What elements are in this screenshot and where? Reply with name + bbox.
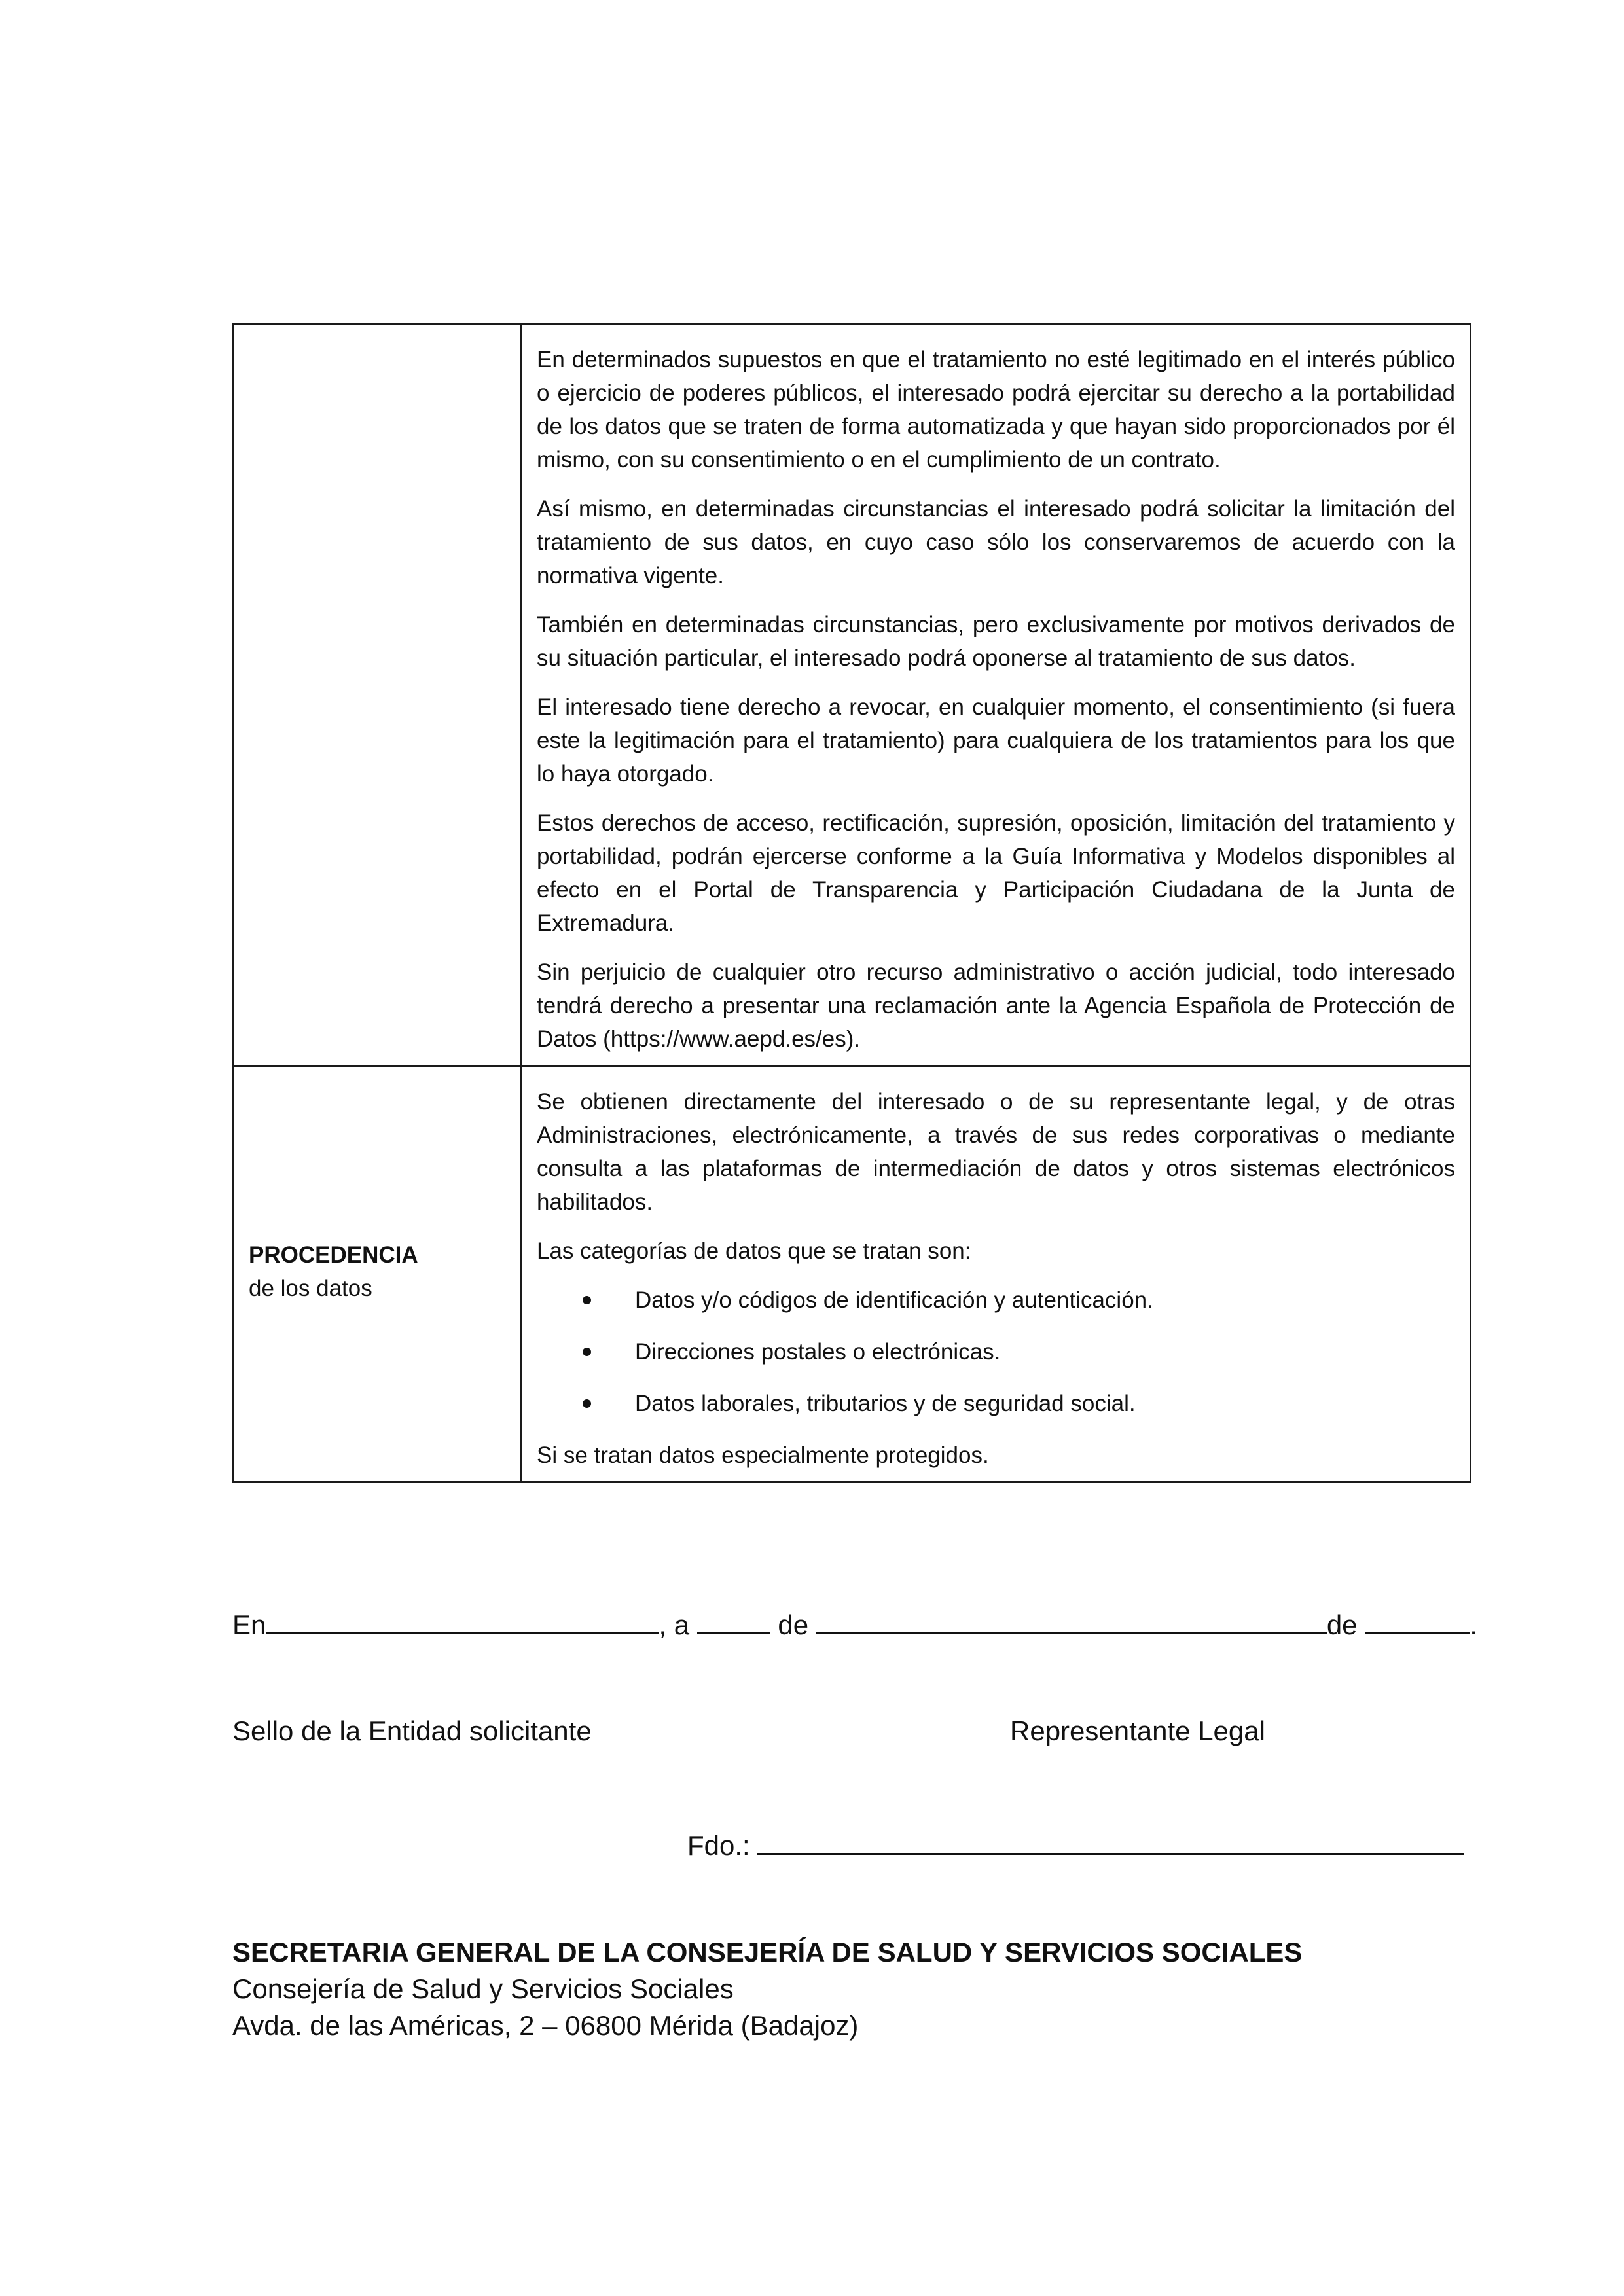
list-item — [537, 1335, 1455, 1369]
date-separator-a: , a — [659, 1609, 690, 1640]
categories-heading: Las categorías de datos que se tratan son: — [537, 1238, 971, 1264]
date-separator-de-1: de — [778, 1609, 809, 1640]
bullet-icon — [583, 1296, 591, 1304]
paragraph-exercise-rights: Estos derechos de acceso, rectificación, supresión, oposición, limitación del tratamiento y portabilidad, podrán ejercerse conforme a la Guía Informativa y Modelos disponibles al efecto en el Portal de Transparencia y Participación Ciudadana de la Junta de Extremadura. — [537, 810, 1455, 936]
footer-address-block — [232, 1934, 1302, 2044]
list-item — [537, 1387, 1455, 1420]
signature-blank-field[interactable] — [757, 1823, 1464, 1855]
row-label-cell-empty — [234, 324, 522, 1066]
date-prefix: En — [232, 1609, 266, 1640]
rights-text-cell — [522, 324, 1471, 1066]
table-row-procedencia — [234, 1066, 1471, 1482]
legal-representative-label: Representante Legal — [1010, 1715, 1265, 1746]
place-blank-field[interactable] — [266, 1602, 659, 1634]
data-protection-table — [232, 323, 1471, 1483]
category-text: Datos y/o códigos de identificación y autenticación. — [635, 1287, 1153, 1313]
table-row-rights — [234, 324, 1471, 1066]
month-blank-field[interactable] — [816, 1602, 1327, 1634]
paragraph-limitation: Así mismo, en determinadas circunstancias el interesado podrá solicitar la limitación del tratamiento de sus datos, en cuyo caso sólo los conservaremos de acuerdo con la normativa vigente. — [537, 496, 1455, 588]
list-item — [537, 1283, 1455, 1317]
signature-line — [687, 1823, 1464, 1865]
procedencia-label: PROCEDENCIA — [249, 1242, 418, 1268]
footer-organization: SECRETARIA GENERAL DE LA CONSEJERÍA DE SALUD Y SERVICIOS SOCIALES — [232, 1937, 1303, 1967]
date-place-line — [232, 1602, 1476, 1645]
footer-address: Avda. de las Américas, 2 – 06800 Mérida (Badajoz) — [232, 2010, 859, 2041]
year-blank-field[interactable] — [1365, 1602, 1470, 1634]
row-label-cell-procedencia — [234, 1066, 522, 1482]
date-separator-de-2: de — [1326, 1609, 1358, 1640]
bullet-icon — [583, 1348, 591, 1356]
categories-list — [537, 1283, 1455, 1420]
paragraph-data-source: Se obtienen directamente del interesado o de su representante legal, y de otras Administraciones, electrónicamente, a través de sus redes corporativas o mediante consulta a las plataformas de intermediación de datos y otros sistemas electrónicos habilitados. — [537, 1089, 1455, 1215]
paragraph-complaint: Sin perjuicio de cualquier otro recurso administrativo o acción judicial, todo interesado tendrá derecho a presentar una reclamación ante la Agencia Española de Protección de Datos (https://www.aepd.es/es). — [537, 960, 1455, 1052]
category-text: Direcciones postales o electrónicas. — [635, 1339, 1001, 1365]
paragraph-opposition: También en determinadas circunstancias, pero exclusivamente por motivos derivados de su situación particular, el interesado podrá oponerse al tratamiento de sus datos. — [537, 612, 1455, 671]
paragraph-protected-data: Si se tratan datos especialmente protegidos. — [537, 1443, 989, 1468]
category-text: Datos laborales, tributarios y de seguridad social. — [635, 1391, 1136, 1416]
procedencia-text-cell — [522, 1066, 1471, 1482]
day-blank-field[interactable] — [697, 1602, 770, 1634]
entity-seal-label: Sello de la Entidad solicitante — [232, 1715, 592, 1746]
procedencia-sublabel: de los datos — [249, 1276, 372, 1301]
date-end: . — [1470, 1609, 1477, 1640]
paragraph-portability: En determinados supuestos en que el tratamiento no esté legitimado en el interés público o ejercicio de poderes públicos, el interesado podrá ejercitar su derecho a la portabilidad de los datos que se traten de forma automatizada y que hayan sido proporcionados por él mismo, con su consentimiento o en el cumplimiento de un contrato. — [537, 347, 1455, 473]
fdo-label: Fdo.: — [687, 1830, 750, 1861]
paragraph-revocation: El interesado tiene derecho a revocar, en cualquier momento, el consentimiento (si fuera este la legitimación para el tratamiento) para cualquiera de los tratamientos para los que lo haya otorgado. — [537, 694, 1455, 787]
footer-department: Consejería de Salud y Servicios Sociales — [232, 1973, 734, 2004]
bullet-icon — [583, 1399, 591, 1408]
